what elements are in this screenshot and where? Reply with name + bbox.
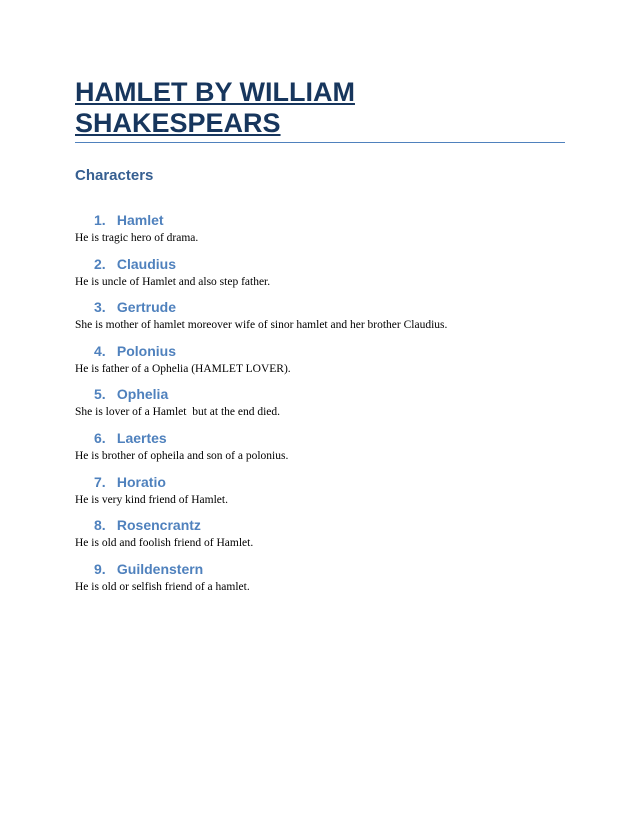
character-description: He is brother of opheila and son of a polonius.	[75, 449, 289, 462]
character-heading	[94, 211, 164, 229]
character-description: He is tragic hero of drama.	[75, 232, 199, 244]
character-heading	[94, 516, 201, 534]
character-name: Guildenstern	[116, 560, 204, 577]
section-heading: Characters	[75, 167, 154, 184]
character-heading	[94, 385, 168, 403]
character-name: Horatio	[116, 473, 166, 490]
character-description: He is father of a Ophelia (HAMLET LOVER).	[75, 362, 291, 375]
character-item	[0, 385, 638, 429]
character-heading	[94, 473, 166, 491]
character-item	[0, 342, 638, 386]
character-number: 7.	[94, 473, 106, 490]
character-name: Rosencrantz	[116, 517, 201, 534]
character-name: Gertrude	[116, 299, 177, 316]
character-item	[0, 255, 638, 299]
character-name: Laertes	[116, 429, 167, 446]
character-description: He is uncle of Hamlet and also step father.	[75, 275, 271, 288]
character-item	[0, 298, 638, 342]
character-name: Claudius	[116, 255, 177, 272]
character-heading	[94, 560, 203, 578]
character-item	[0, 211, 638, 255]
character-list	[0, 211, 638, 603]
character-heading	[94, 298, 176, 316]
character-number: 9.	[94, 560, 106, 577]
character-item	[0, 560, 638, 604]
character-number: 5.	[94, 386, 106, 403]
title-divider	[75, 142, 565, 143]
character-description: She is mother of hamlet moreover wife of sinor hamlet and her brother Claudius.	[75, 319, 448, 332]
character-number: 2.	[94, 255, 106, 272]
character-description: He is old and foolish friend of Hamlet.	[75, 537, 254, 550]
character-item	[0, 473, 638, 517]
character-name: Hamlet	[116, 212, 164, 228]
character-item	[0, 429, 638, 473]
character-number: 4.	[94, 342, 106, 359]
character-number: 6.	[94, 429, 106, 446]
character-description: He is very kind friend of Hamlet.	[75, 493, 228, 506]
character-name: Ophelia	[116, 386, 169, 403]
document-title: HAMLET BY WILLIAM SHAKESPEARS	[75, 77, 355, 138]
character-heading	[94, 429, 167, 447]
character-heading	[94, 255, 176, 273]
character-heading	[94, 342, 176, 360]
character-number: 3.	[94, 299, 106, 316]
character-description: She is lover of a Hamlet but at the end died.	[75, 406, 281, 419]
character-item	[0, 516, 638, 560]
character-number: 8.	[94, 517, 106, 534]
character-number: 1.	[94, 212, 106, 228]
character-description: He is old or selfish friend of a hamlet.	[75, 580, 250, 593]
character-name: Polonius	[116, 342, 177, 359]
